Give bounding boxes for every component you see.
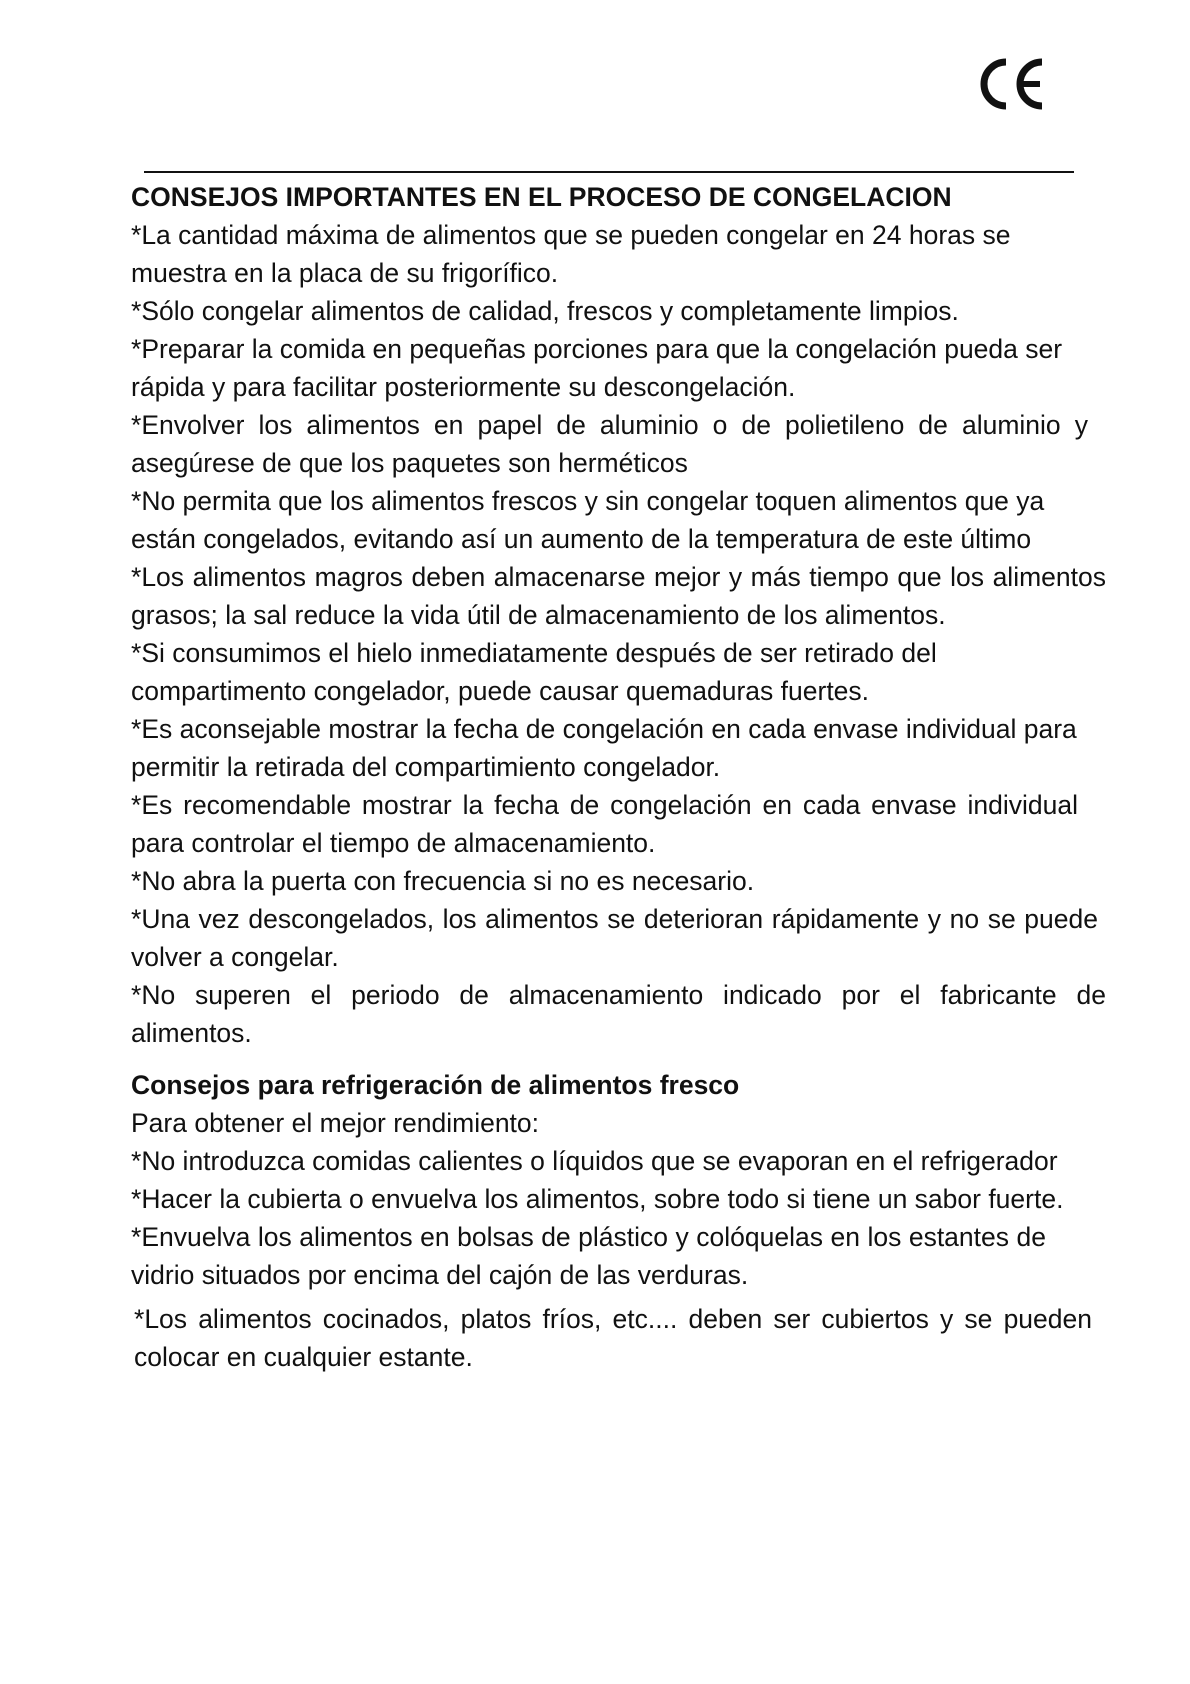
section1-title: CONSEJOS IMPORTANTES EN EL PROCESO DE CONGELACION [131, 182, 952, 212]
freezing-tip-5: *No permita que los alimentos frescos y sin congelar toquen alimentos que ya están congelados, evitando así un aumento de la temperatura de este último [131, 486, 1045, 554]
freezing-tip-11: *Una vez descongelados, los alimentos se deterioran rápidamente y no se puede volver a congelar. [131, 904, 1098, 972]
fresh-tip-4: *Los alimentos cocinados, platos fríos, etc.... deben ser cubiertos y se pueden colocar en cualquier estante. [134, 1304, 1092, 1372]
freezing-tip-1: *La cantidad máxima de alimentos que se pueden congelar en 24 horas se muestra en la placa de su frigorífico. [131, 220, 1011, 288]
fresh-tip-3: *Envuelva los alimentos en bolsas de plástico y colóquelas en los estantes de vidrio situados por encima del cajón de las verduras. [131, 1222, 1046, 1290]
freezing-tip-12: *No superen el periodo de almacenamiento indicado por el fabricante de alimentos. [131, 980, 1106, 1048]
freezing-tip-4: *Envolver los alimentos en papel de aluminio o de polietileno de aluminio y asegúrese de que los paquetes son herméticos [131, 410, 1088, 478]
section2-title: Consejos para refrigeración de alimentos fresco [131, 1070, 740, 1100]
freezing-tip-3: *Preparar la comida en pequeñas porciones para que la congelación pueda ser rápida y para facilitar posteriormente su descongelación. [131, 334, 1063, 402]
freezing-tip-8: *Es aconsejable mostrar la fecha de congelación en cada envase individual para permitir la retirada del compartimiento congelador. [131, 714, 1077, 782]
fresh-tip-1: *No introduzca comidas calientes o líquidos que se evaporan en el refrigerador [131, 1146, 1058, 1176]
document-body [131, 178, 1106, 1376]
freezing-tip-7: *Si consumimos el hielo inmediatamente después de ser retirado del compartimento congelador, puede causar quemaduras fuertes. [131, 638, 937, 706]
ce-mark-icon [978, 56, 1048, 112]
section2-intro: Para obtener el mejor rendimiento: [131, 1108, 540, 1138]
header-rule [144, 171, 1074, 173]
freezing-tip-9: *Es recomendable mostrar la fecha de congelación en cada envase individual para controlar el tiempo de almacenamiento. [131, 790, 1078, 858]
freezing-tip-6: *Los alimentos magros deben almacenarse mejor y más tiempo que los alimentos grasos; la sal reduce la vida útil de almacenamiento de los alimentos. [131, 562, 1106, 630]
freezing-tip-10: *No abra la puerta con frecuencia si no es necesario. [131, 866, 755, 896]
freezing-tip-2: *Sólo congelar alimentos de calidad, frescos y completamente limpios. [131, 296, 959, 326]
fresh-tip-2: *Hacer la cubierta o envuelva los alimentos, sobre todo si tiene un sabor fuerte. [131, 1184, 1064, 1214]
